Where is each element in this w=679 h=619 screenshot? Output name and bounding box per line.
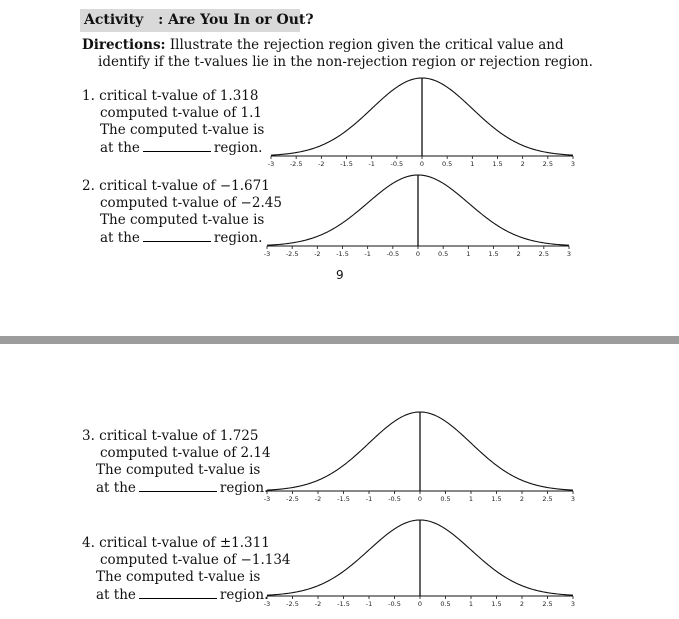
answer-blank[interactable] [139,479,217,492]
axis-tick-label: 1.5 [492,160,503,168]
item-3-text [82,428,271,497]
at-the-label: at the [96,587,136,603]
item-prompt: The computed t-value is [100,122,265,138]
axis-tick-label: -1.5 [337,495,350,503]
item-prompt: The computed t-value is [96,462,261,478]
axis-tick-label: -2 [318,160,325,168]
axis-tick-label: -3 [263,250,271,258]
axis-tick-label: 3 [570,160,576,168]
axis-tick-label: 0 [417,495,423,503]
axis-tick-label: -0.5 [386,250,400,258]
item-computed-value: computed t-value of 1.1 [100,105,263,121]
axis-tick-label: 1.5 [491,495,502,503]
region-label: region. [219,587,269,603]
directions [82,37,602,71]
bell-curve-graph [263,170,573,265]
item-1-text [82,88,264,157]
at-the-label: at the [100,230,140,246]
item-answer-line [82,139,264,157]
axis-tick-label: -0.5 [388,495,401,503]
axis-tick-label: -1 [364,250,371,258]
activity-name: Are You In or Out? [168,12,314,28]
item-prompt: The computed t-value is [96,569,261,585]
item-critical-value: 1. critical t-value of 1.318 [82,88,259,104]
answer-blank[interactable] [143,139,211,152]
axis-tick-label: -3 [263,600,271,608]
axis-tick-label: 2 [520,160,525,168]
axis-tick-label: 0.5 [441,160,453,168]
directions-line-1: Illustrate the rejection region given the critical value and [169,37,564,53]
axis-tick-label: 2.5 [542,600,553,608]
axis-tick-label: -2 [314,250,321,258]
axis-tick-label: -2 [314,495,322,503]
item-critical-value: 3. critical t-value of 1.725 [82,428,259,444]
axis-tick-label: -0.5 [388,600,401,608]
axis-tick-label: 2.5 [542,160,554,168]
directions-line-2: identify if the t-values lie in the non-rejection region or rejection region. [98,54,593,70]
bell-curve-graph [263,515,578,610]
item-answer-line [82,229,282,247]
axis-tick-label: 1 [468,600,474,608]
axis-tick-label: -3 [267,160,275,168]
item-computed-value: computed t-value of −2.45 [100,195,282,211]
axis-tick-label: -0.5 [390,160,404,168]
answer-blank[interactable] [143,229,211,242]
item-4-text [82,535,291,604]
axis-tick-label: -1.5 [337,600,350,608]
axis-tick-label: -3 [263,495,271,503]
at-the-label: at the [100,140,140,156]
answer-blank[interactable] [139,586,217,599]
page-divider [0,336,679,344]
bell-curve-graph [263,407,578,507]
region-label: region. [213,140,263,156]
activity-title [84,12,314,28]
axis-tick-label: -1 [365,600,373,608]
item-computed-value: computed t-value of −1.134 [100,552,291,568]
item-computed-value: computed t-value of 2.14 [100,445,271,461]
page-number: 9 [336,268,344,282]
axis-tick-label: -2 [314,600,322,608]
axis-tick-label: 1 [466,250,471,258]
axis-tick-label: 3 [570,600,576,608]
axis-tick-label: 2 [519,600,525,608]
axis-tick-label: 0.5 [440,495,451,503]
axis-tick-label: 0 [419,160,425,168]
region-label: region. [213,230,263,246]
axis-tick-label: 2 [519,495,525,503]
item-prompt: The computed t-value is [100,212,265,228]
axis-tick-label: 0 [417,600,423,608]
item-answer-line [82,479,271,497]
activity-separator: : [158,12,164,28]
axis-tick-label: 2 [516,250,521,258]
axis-tick-label: 0 [415,250,421,258]
axis-tick-label: -2.5 [289,160,303,168]
axis-tick-label: 2.5 [538,250,550,258]
axis-tick-label: 0.5 [437,250,449,258]
axis-tick-label: 1 [468,495,474,503]
region-label: region. [219,480,269,496]
axis-tick-label: -1.5 [336,250,349,258]
axis-tick-label: -2.5 [286,495,299,503]
axis-tick-label: 1.5 [491,600,502,608]
axis-tick-label: 2.5 [542,495,553,503]
axis-tick-label: -1.5 [340,160,353,168]
directions-label: Directions: [82,37,166,53]
item-critical-value: 4. critical t-value of ±1.311 [82,535,270,551]
item-answer-line [82,586,291,604]
axis-tick-label: -2.5 [286,600,299,608]
item-critical-value: 2. critical t-value of −1.671 [82,178,270,194]
bell-curve-graph [267,75,577,175]
axis-tick-label: -1 [365,495,373,503]
activity-label: Activity [84,12,144,28]
axis-tick-label: 0.5 [440,600,451,608]
at-the-label: at the [96,480,136,496]
axis-tick-label: 1 [470,160,475,168]
axis-tick-label: 3 [570,495,576,503]
axis-tick-label: -2.5 [285,250,299,258]
axis-tick-label: -1 [368,160,375,168]
axis-tick-label: 1.5 [488,250,499,258]
axis-tick-label: 3 [566,250,572,258]
item-2-text [82,178,282,247]
